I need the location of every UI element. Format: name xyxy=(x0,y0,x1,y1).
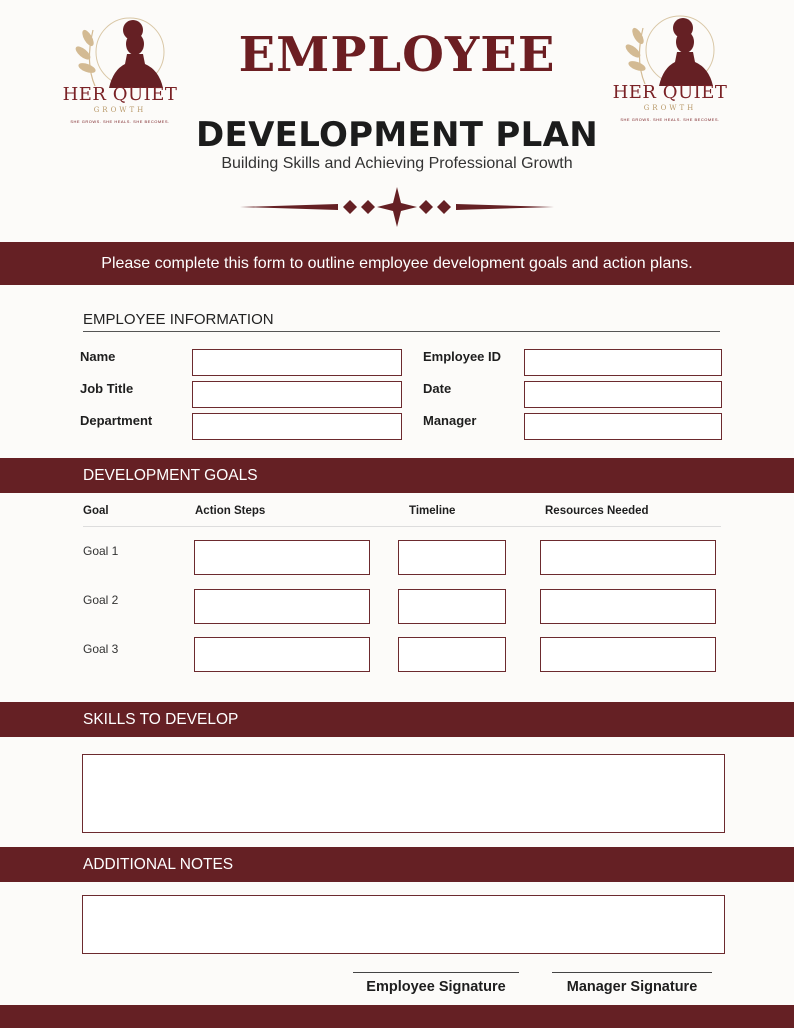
skills-heading: SKILLS TO DEVELOP xyxy=(0,702,794,737)
skills-textarea[interactable] xyxy=(82,754,725,833)
goal-3-action-steps-field[interactable] xyxy=(194,637,370,672)
employee-info-heading: EMPLOYEE INFORMATION xyxy=(83,311,720,332)
job-title-label: Job Title xyxy=(80,381,134,396)
department-field[interactable] xyxy=(192,413,402,440)
goal-3-resources-field[interactable] xyxy=(540,637,716,672)
goal-1-timeline-field[interactable] xyxy=(398,540,506,575)
goals-header-divider xyxy=(83,526,721,527)
goal-row-label: Goal 3 xyxy=(83,642,119,656)
manager-field[interactable] xyxy=(524,413,722,440)
employee-signature-label: Employee Signature xyxy=(366,979,506,995)
footer-band xyxy=(0,1005,794,1028)
page-title: EMPLOYEE xyxy=(238,27,556,83)
goal-2-timeline-field[interactable] xyxy=(398,589,506,624)
notes-heading: ADDITIONAL NOTES xyxy=(0,847,794,882)
brand-name: HER QUIET xyxy=(612,82,728,103)
employee-id-label: Employee ID xyxy=(423,349,502,364)
timeline-column-header: Timeline xyxy=(409,505,456,517)
goal-3-timeline-field[interactable] xyxy=(398,637,506,672)
development-goals-heading: DEVELOPMENT GOALS xyxy=(0,458,794,493)
department-label: Department xyxy=(80,413,153,428)
action-steps-column-header: Action Steps xyxy=(195,505,266,517)
goal-1-action-steps-field[interactable] xyxy=(194,540,370,575)
date-field[interactable] xyxy=(524,381,722,408)
brand-sub: GROWTH xyxy=(93,106,147,114)
goal-2-resources-field[interactable] xyxy=(540,589,716,624)
employee-signature-line[interactable] xyxy=(353,972,519,973)
brand-sub: GROWTH xyxy=(643,104,697,112)
goal-column-header: Goal xyxy=(83,505,109,517)
name-label: Name xyxy=(80,349,116,364)
brand-tagline: SHE GROWS. SHE HEALS. SHE BECOMES. xyxy=(70,119,170,124)
manager-label: Manager xyxy=(423,413,477,428)
resources-column-header: Resources Needed xyxy=(545,505,649,517)
brand-tagline: SHE GROWS. SHE HEALS. SHE BECOMES. xyxy=(620,117,720,122)
ornament-divider-icon xyxy=(238,186,556,228)
goal-2-action-steps-field[interactable] xyxy=(194,589,370,624)
intro-banner: Please complete this form to outline employee development goals and action plans. xyxy=(0,242,794,285)
manager-signature-line[interactable] xyxy=(552,972,712,973)
employee-id-field[interactable] xyxy=(524,349,722,376)
goal-row-label: Goal 2 xyxy=(83,593,119,607)
page-subtitle: DEVELOPMENT PLAN xyxy=(196,115,598,155)
job-title-field[interactable] xyxy=(192,381,402,408)
page-tagline: Building Skills and Achieving Professional Growth xyxy=(221,155,573,172)
name-field[interactable] xyxy=(192,349,402,376)
goal-1-resources-field[interactable] xyxy=(540,540,716,575)
brand-name: HER QUIET xyxy=(62,84,178,105)
goal-row-label: Goal 1 xyxy=(83,544,119,558)
notes-textarea[interactable] xyxy=(82,895,725,954)
manager-signature-label: Manager Signature xyxy=(566,979,698,995)
date-label: Date xyxy=(423,381,452,396)
